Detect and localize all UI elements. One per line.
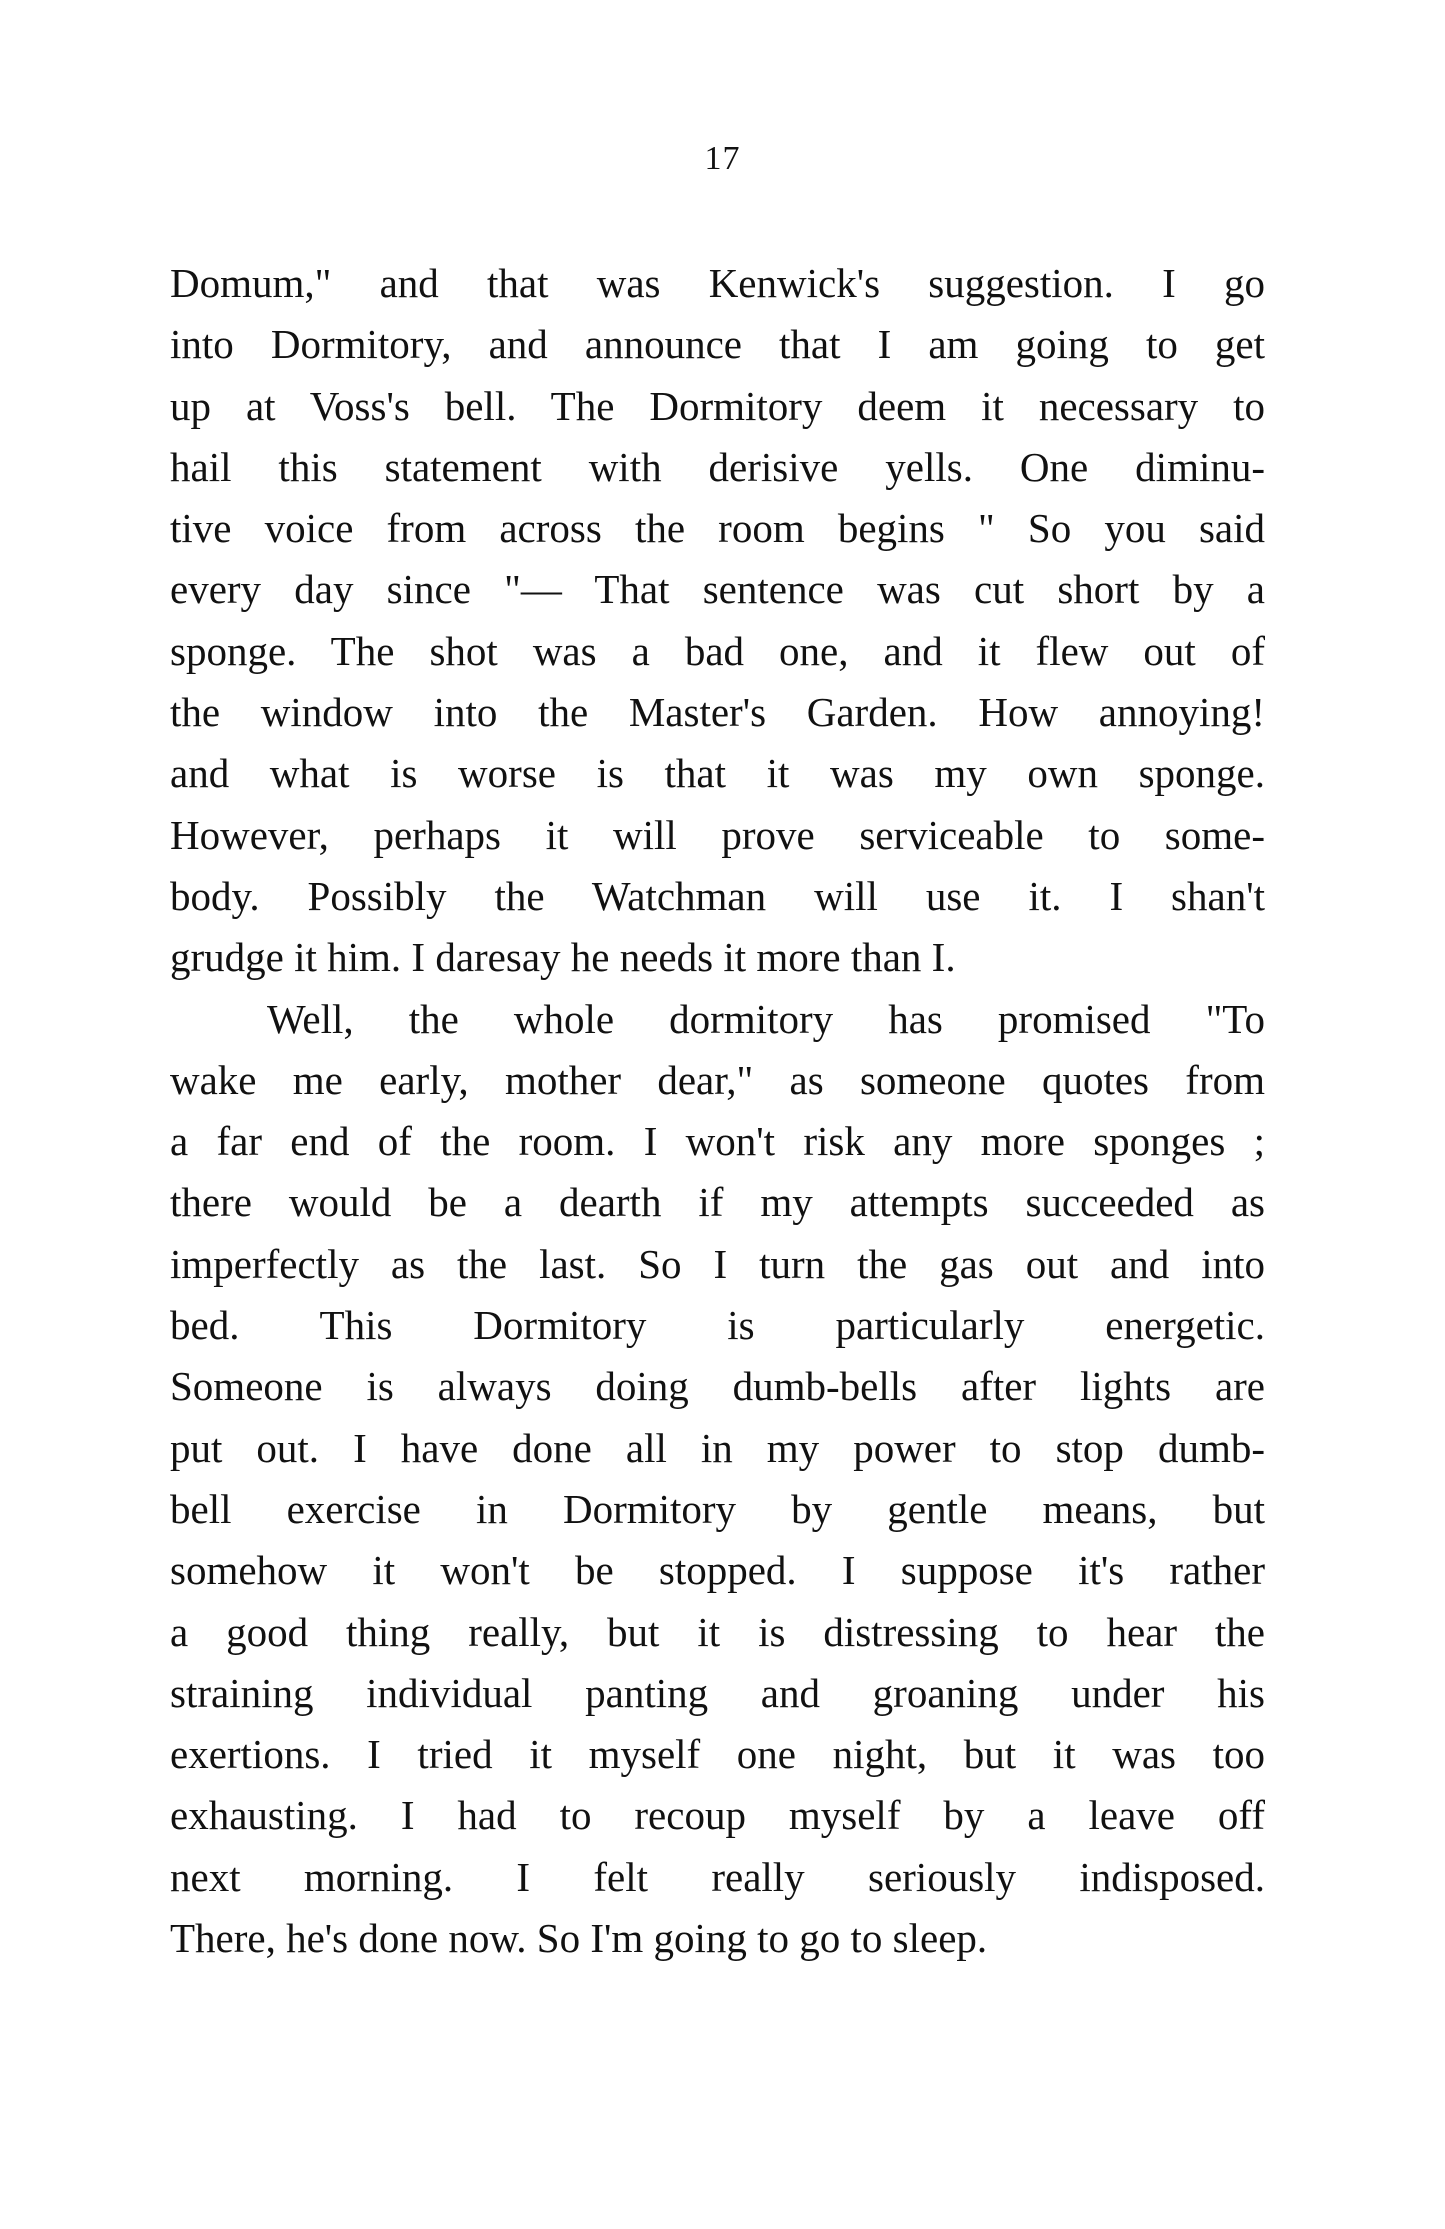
text-line: hail this statement with derisive yells. One diminu- xyxy=(170,443,1265,490)
body-text xyxy=(170,253,1265,1969)
text-line: sponge. The shot was a bad one, and it flew out of xyxy=(170,627,1265,674)
text-line: exertions. I tried it myself one night, but it was too xyxy=(170,1731,1265,1778)
text-line: next morning. I felt really seriously indisposed. xyxy=(170,1853,1265,1900)
text-line: body. Possibly the Watchman will use it. I shan't xyxy=(170,872,1265,919)
text-line: There, he's done now. So I'm going to go to sleep. xyxy=(170,1915,988,1962)
text-line: exhausting. I had to recoup myself by a leave off xyxy=(170,1792,1265,1839)
text-line: straining individual panting and groaning under his xyxy=(170,1669,1265,1716)
page-number: 17 xyxy=(704,140,741,177)
text-line: tive voice from across the room begins " So you said xyxy=(170,505,1265,552)
text-line: the window into the Master's Garden. How annoying! xyxy=(170,689,1265,736)
text-line: However, perhaps it will prove serviceable to some- xyxy=(170,811,1265,858)
text-line: imperfectly as the last. So I turn the gas out and into xyxy=(170,1240,1265,1287)
text-line: a far end of the room. I won't risk any more sponges ; xyxy=(170,1118,1265,1165)
text-line: there would be a dearth if my attempts succeeded as xyxy=(170,1179,1265,1226)
text-line: somehow it won't be stopped. I suppose it's rather xyxy=(170,1547,1265,1594)
text-line: put out. I have done all in my power to stop dumb- xyxy=(170,1424,1265,1471)
text-line: Domum," and that was Kenwick's suggestion. I go xyxy=(170,260,1265,306)
text-line: into Dormitory, and announce that I am going to get xyxy=(170,321,1265,368)
text-line: grudge it him. I daresay he needs it more than I. xyxy=(170,934,956,981)
text-line: and what is worse is that it was my own sponge. xyxy=(170,750,1265,797)
text-line: bed. This Dormitory is particularly energetic. xyxy=(170,1302,1265,1349)
text-line: up at Voss's bell. The Dormitory deem it necessary to xyxy=(170,382,1265,429)
text-line: bell exercise in Dormitory by gentle means, but xyxy=(170,1485,1265,1532)
text-line: Well, the whole dormitory has promised "To xyxy=(267,995,1265,1042)
text-line: a good thing really, but it is distressing to hear the xyxy=(170,1608,1265,1655)
text-line: every day since "— That sentence was cut short by a xyxy=(170,566,1265,613)
text-line: wake me early, mother dear," as someone quotes from xyxy=(170,1056,1265,1103)
text-line: Someone is always doing dumb-bells after lights are xyxy=(170,1363,1265,1410)
